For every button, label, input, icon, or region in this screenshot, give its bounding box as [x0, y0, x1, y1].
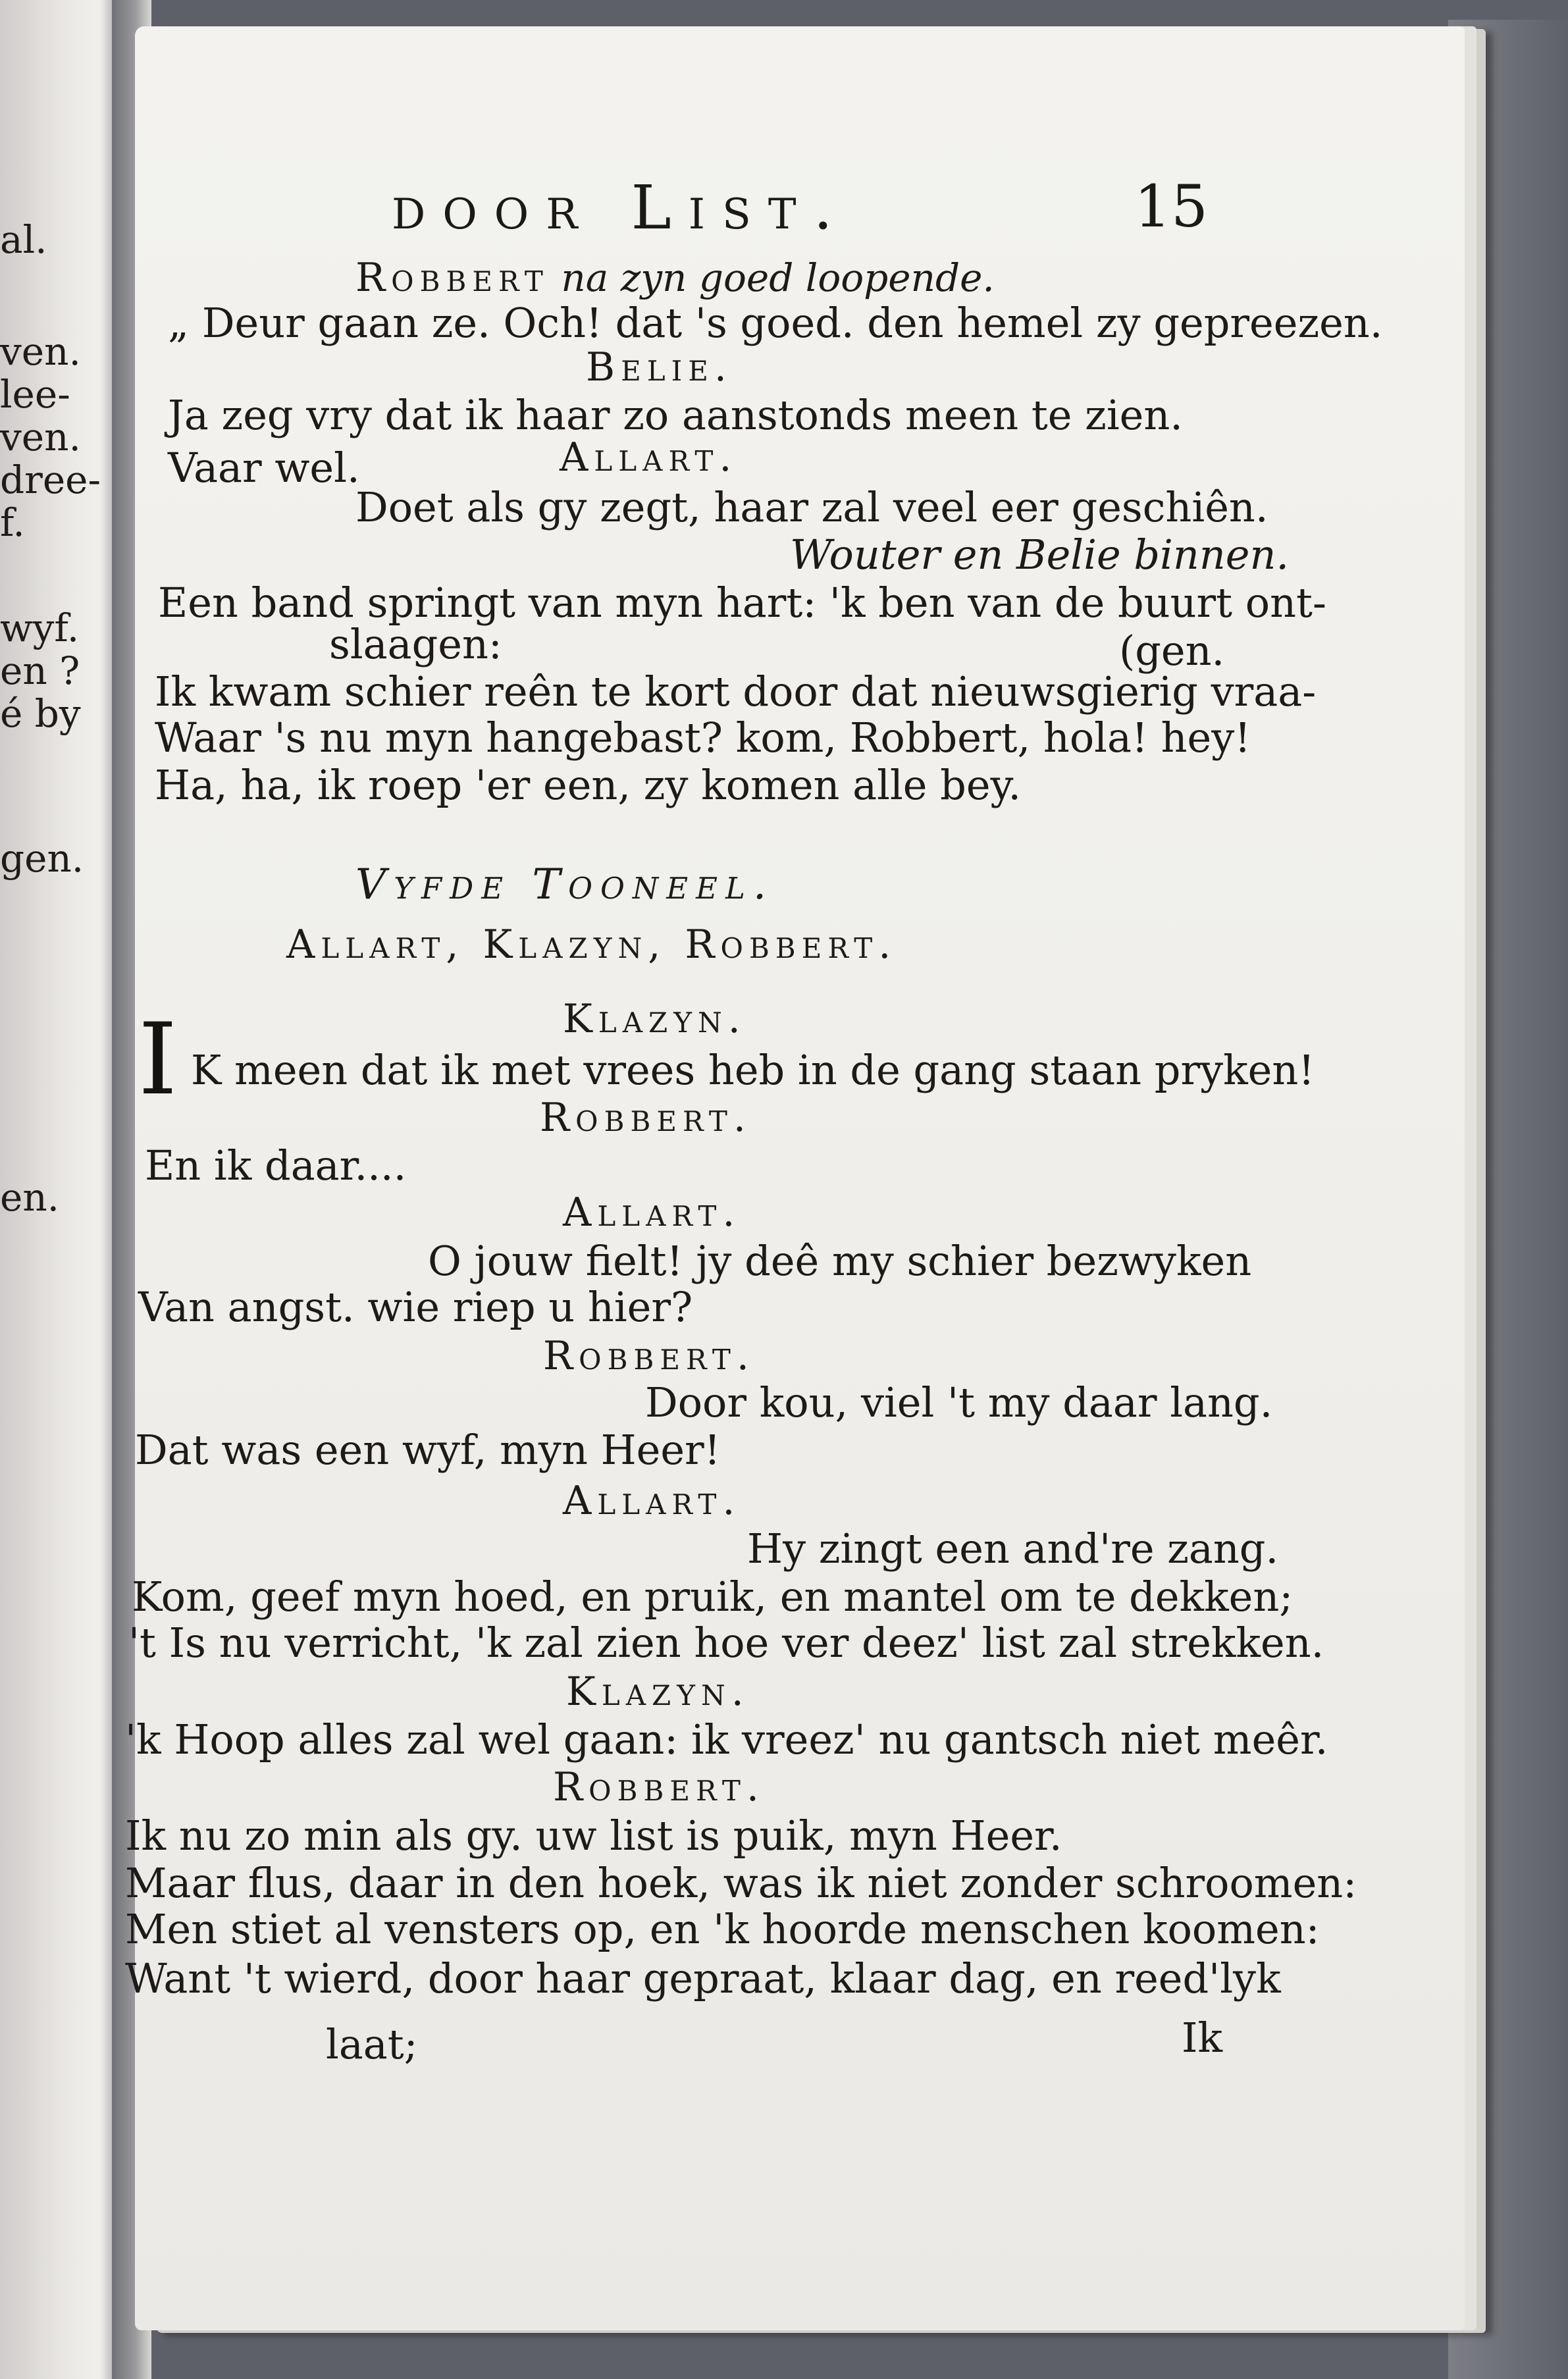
left-page-fragment: é by	[0, 691, 81, 736]
line-text: laat;	[326, 2020, 418, 2068]
line-text: Want 't wierd, door haar gepraat, klaar dag, en reed'lyk	[125, 1954, 1281, 2002]
line-text: Robbert	[355, 255, 549, 301]
line-text: Robbert.	[553, 1764, 765, 1810]
line-text: Ik nu zo min als gy. uw list is puik, myn Heer.	[125, 1812, 1062, 1860]
speaker-name	[553, 1764, 765, 1810]
left-page-fragment: ven.	[0, 329, 81, 374]
line-text: Kom, geef myn hoed, en pruik, en mantel om te dekken;	[132, 1573, 1294, 1621]
line-text: Klazyn.	[563, 996, 746, 1042]
speaker-name	[543, 1333, 755, 1379]
left-page-fragment: en.	[0, 1175, 60, 1220]
left-page-fragment: f.	[0, 500, 25, 545]
verse-line	[155, 761, 1022, 809]
verse-line	[329, 620, 502, 668]
line-text: Door kou, viel 't my daar lang.	[645, 1378, 1273, 1426]
drop-cap: I	[138, 1003, 178, 1117]
line-text: En ik daar....	[145, 1141, 407, 1190]
verse-line	[1119, 627, 1225, 675]
verse-line	[326, 2020, 418, 2068]
line-text: 'k Hoop alles zal wel gaan: ik vreez' nu gantsch niet meêr.	[125, 1715, 1328, 1764]
speaker-name	[540, 1095, 752, 1141]
line-text: Doet als gy zegt, haar zal veel eer geschiên.	[355, 483, 1268, 531]
speaker-name	[563, 1190, 741, 1236]
verse-line	[125, 1859, 1357, 1907]
line-text: Allart.	[560, 434, 738, 481]
line-text: Waar 's nu myn hangebast? kom, Robbert, hola! hey!	[155, 714, 1251, 762]
speaker-name	[566, 1669, 750, 1715]
stage-direction: na zyn goed loopende.	[548, 255, 995, 300]
line-text: Ja zeg vry dat ik haar zo aanstonds meen te zien.	[168, 391, 1183, 439]
line-text: Belie.	[586, 344, 733, 390]
verse-line	[125, 1715, 1328, 1764]
line-text: Hy zingt een and're zang.	[747, 1525, 1279, 1573]
line-text: 't Is nu verricht, 'k zal zien hoe ver deez' list zal strekken.	[128, 1619, 1324, 1667]
verse-line	[1182, 2014, 1223, 2062]
line-text: Vyfde Tooneel.	[355, 860, 775, 909]
verse-line	[132, 1573, 1294, 1621]
line-text: Allart.	[563, 1478, 741, 1524]
line-text: Van angst. wie riep u hier?	[138, 1283, 693, 1331]
verse-line	[158, 579, 1326, 627]
verse-line	[168, 391, 1183, 439]
verse-line	[191, 1046, 1315, 1094]
left-page-fragment: lee-	[0, 372, 70, 417]
left-page-fragment: al.	[0, 217, 47, 262]
verse-line	[355, 483, 1268, 531]
speaker-name	[355, 255, 995, 301]
line-text: Klazyn.	[566, 1669, 750, 1715]
verse-line	[428, 1237, 1252, 1285]
line-text: Een band springt van myn hart: 'k ben van de buurt ont-	[158, 579, 1326, 627]
speaker-name	[563, 996, 746, 1042]
verse-line	[125, 1812, 1062, 1860]
line-text: Men stiet al vensters op, en 'k hoorde menschen koomen:	[125, 1905, 1320, 1953]
verse-line	[168, 444, 360, 492]
speaker-name	[560, 434, 738, 481]
verse-line	[168, 299, 1383, 347]
left-page-fragment: dree-	[0, 458, 101, 502]
line-text: Ik	[1182, 2014, 1223, 2062]
line-text: O jouw fielt! jy deê my schier bezwyken	[428, 1237, 1252, 1285]
verse-line	[128, 1619, 1324, 1667]
line-text: Maar flus, daar in den hoek, was ik niet zonder schroomen:	[125, 1859, 1357, 1907]
speaker-name	[286, 922, 897, 968]
running-head-title: door List.	[392, 172, 850, 243]
line-text: Ha, ha, ik roep 'er een, zy komen alle bey.	[155, 761, 1022, 809]
verse-line	[125, 1954, 1281, 2002]
scene-heading	[355, 860, 775, 909]
speaker-name	[586, 344, 733, 390]
verse-line	[747, 1525, 1279, 1573]
line-text: Allart.	[563, 1190, 741, 1236]
left-page-fragment: wyf.	[0, 606, 80, 650]
page-number: 15	[1134, 172, 1208, 240]
verse-line	[155, 667, 1317, 716]
verse-line	[145, 1141, 407, 1190]
stage-direction	[790, 531, 1290, 579]
line-text: Ik kwam schier reên te kort door dat nieuwsgierig vraa-	[155, 667, 1317, 716]
line-text: „ Deur gaan ze. Och! dat 's goed. den hemel zy gepreezen.	[168, 299, 1383, 347]
verse-line	[135, 1426, 721, 1474]
line-text: (gen.	[1119, 627, 1225, 675]
left-page-fragment: gen.	[0, 836, 84, 881]
verse-line	[138, 1283, 693, 1331]
line-text: Allart, Klazyn, Robbert.	[286, 922, 897, 968]
line-text: Robbert.	[540, 1095, 752, 1141]
verse-line	[645, 1378, 1273, 1426]
line-text: Vaar wel.	[168, 444, 360, 492]
running-head	[260, 172, 1208, 251]
verse-line	[125, 1905, 1320, 1953]
speaker-name	[563, 1478, 741, 1524]
left-page-fragment: en ?	[0, 648, 80, 693]
line-text: slaagen:	[329, 620, 502, 668]
line-text: Robbert.	[543, 1333, 755, 1379]
line-text: K meen dat ik met vrees heb in de gang staan pryken!	[191, 1046, 1315, 1094]
left-page-fragment: ven.	[0, 415, 81, 459]
verse-line	[155, 714, 1251, 762]
line-text: Dat was een wyf, myn Heer!	[135, 1426, 721, 1474]
line-text: Wouter en Belie binnen.	[790, 531, 1290, 579]
